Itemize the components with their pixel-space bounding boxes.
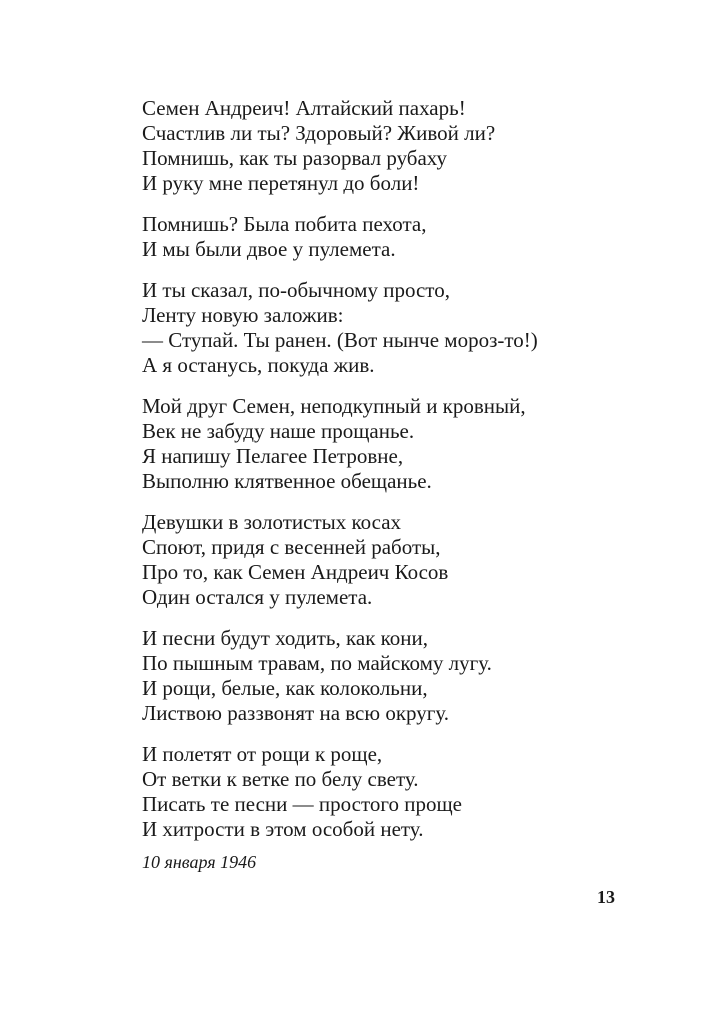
poem-line: От ветки к ветке по белу свету. [142, 767, 419, 791]
poem-line: Девушки в золотистых косах [142, 510, 402, 534]
poem-line: Я напишу Пелагее Петровне, [142, 444, 404, 468]
poem-line: И песни будут ходить, как кони, [142, 626, 429, 650]
stanza-3 [142, 278, 642, 378]
poem-line: Век не забуду наше прощанье. [142, 419, 415, 443]
poem-line: И рощи, белые, как колокольни, [142, 676, 428, 700]
poem-line: Мой друг Семен, неподкупный и кровный, [142, 394, 526, 418]
poem-line: Один остался у пулемета. [142, 585, 373, 609]
stanza-1 [142, 96, 642, 196]
poem-line: Помнишь? Была побита пехота, [142, 212, 427, 236]
page-number: 13 [597, 887, 615, 907]
poem-line: И ты сказал, по-обычному просто, [142, 278, 450, 302]
poem-line: Выполню клятвенное обещанье. [142, 469, 432, 493]
poem-line: Листвою раззвонят на всю округу. [142, 701, 450, 725]
poem-line: А я останусь, покуда жив. [142, 353, 375, 377]
poem-line: И хитрости в этом особой нету. [142, 817, 424, 841]
stanza-6 [142, 626, 642, 726]
poem-line: Счастлив ли ты? Здоровый? Живой ли? [142, 121, 496, 145]
poem-line: И руку мне перетянул до боли! [142, 171, 420, 195]
poem-line: По пышным травам, по майскому лугу. [142, 651, 492, 675]
poem-line: И полетят от рощи к роще, [142, 742, 383, 766]
stanza-7 [142, 742, 642, 842]
poem-date: 10 января 1946 [142, 852, 257, 872]
poem-line: Про то, как Семен Андреич Косов [142, 560, 449, 584]
poem-line: Семен Андреич! Алтайский пахарь! [142, 96, 466, 120]
poem-line: Писать те песни — простого проще [142, 792, 462, 816]
poem-line: Ленту новую заложив: [142, 303, 344, 327]
poem-line: Помнишь, как ты разорвал рубаху [142, 146, 447, 170]
stanza-5 [142, 510, 642, 610]
poem-line: — Ступай. Ты ранен. (Вот нынче мороз-то!) [142, 328, 538, 352]
poem-line: И мы были двое у пулемета. [142, 237, 396, 261]
stanza-2 [142, 212, 642, 262]
stanza-4 [142, 394, 642, 494]
poem [142, 96, 642, 873]
poem-line: Споют, придя с весенней работы, [142, 535, 441, 559]
